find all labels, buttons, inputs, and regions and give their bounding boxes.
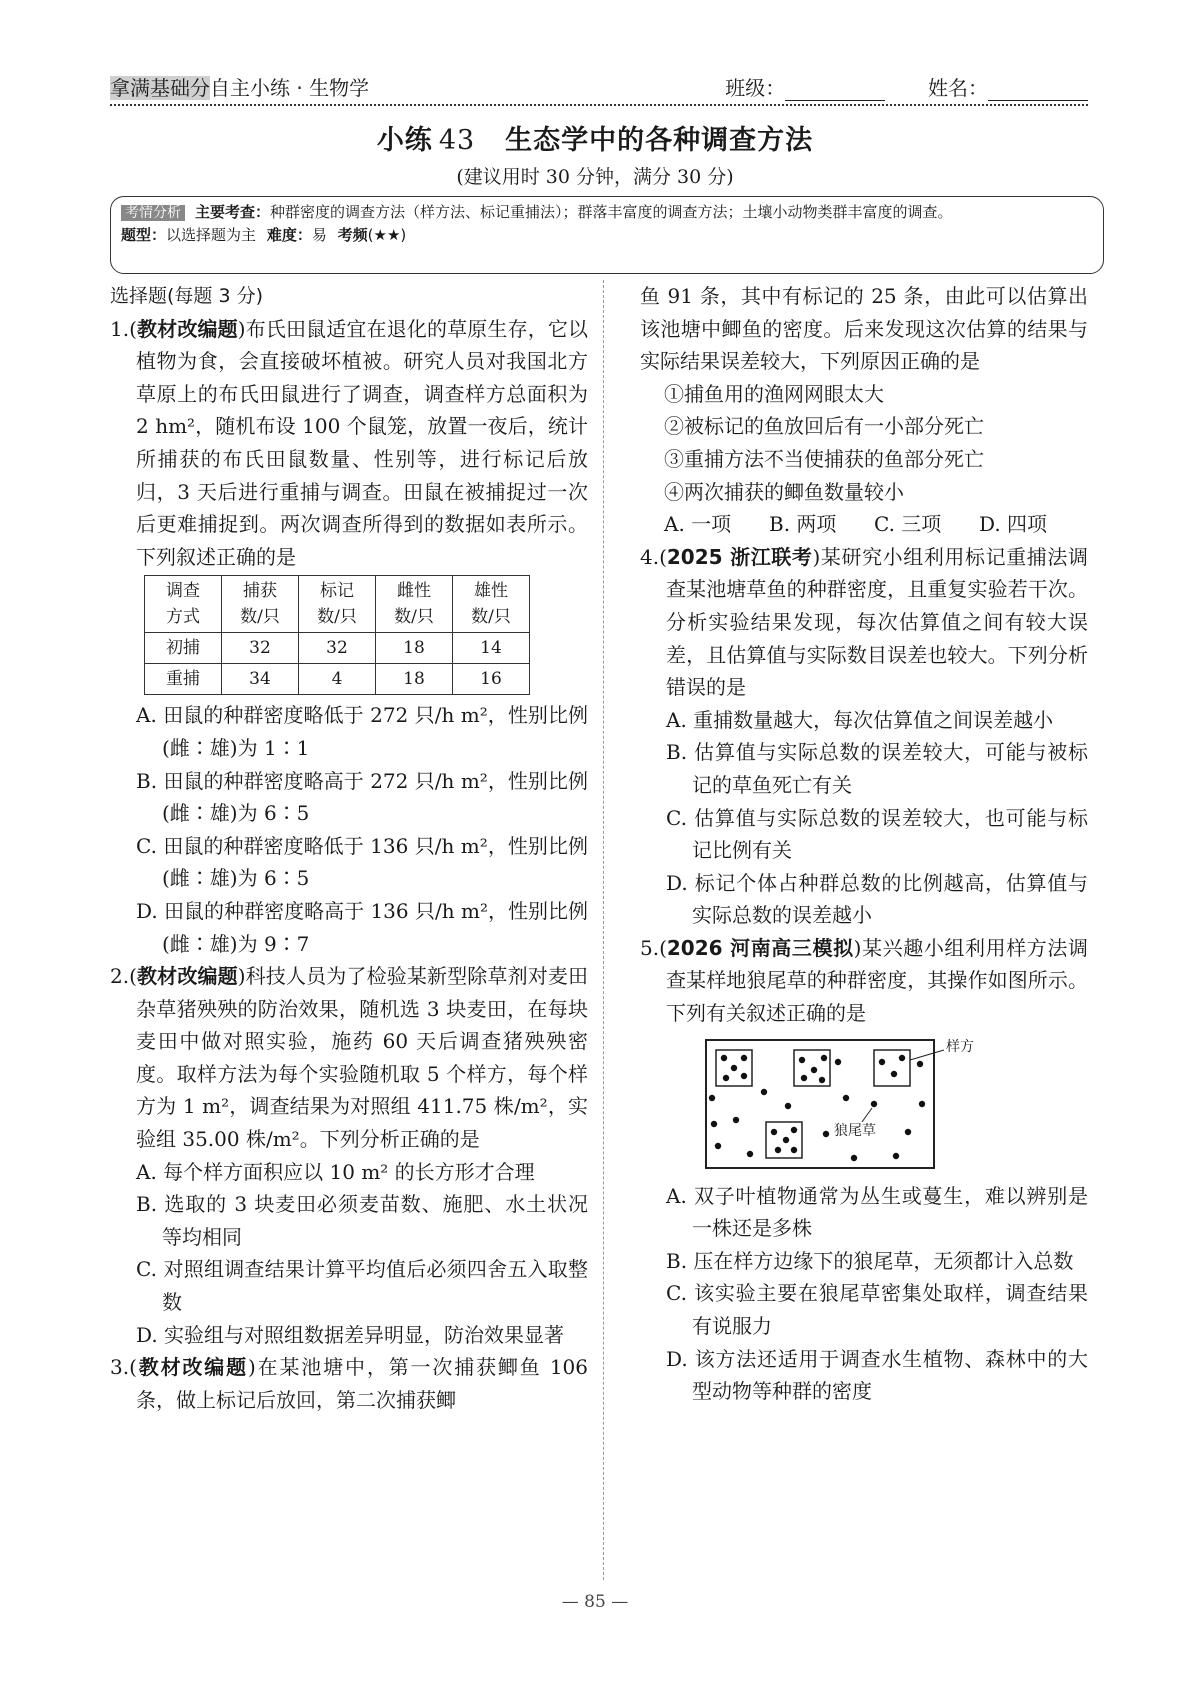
q3-options (640, 508, 1088, 541)
right-column (640, 280, 1088, 1408)
question-2: 2.(教材改编题)科技人员为了检验某新型除草剂对麦田杂草猪殃殃的防治效果，随机选 3 块麦田，在每块麦田中做对照实验，施药 60 天后调查猪殃殃密度。取样方法为每个实验随机取 5 个样方，每个样方为 1 m²，调查结果为对照组 411.75 株/m²，实验组 35.00 株/m²。下列分析正确的是 (110, 964, 589, 1152)
table-header-row (145, 576, 530, 633)
section-heading: 选择题(每题 3 分) (110, 285, 263, 307)
table-header-cell: 雄性 数/只 (453, 576, 530, 633)
table-header-cell: 捕获 数/只 (222, 576, 299, 633)
q2-option-d[interactable]: D. 实验组与对照组数据差异明显，防治效果显著 (136, 1322, 565, 1347)
q3-item: ③重捕方法不当使捕获的鱼部分死亡 (664, 446, 984, 471)
q1-data-table (144, 575, 530, 695)
q5-option-d[interactable]: D. 该方法还适用于调查水生植物、森林中的大型动物等种群的密度 (666, 1346, 1088, 1404)
name-blank[interactable] (988, 82, 1088, 101)
table-header-cell: 标记 数/只 (299, 576, 376, 633)
q4-option-c[interactable]: C. 估算值与实际总数的误差较大，也可能与标记比例有关 (666, 805, 1088, 863)
analysis-box: 考情分析 主要考查：种群密度的调查方法（样方法、标记重捕法）；群落丰富度的调查方法；土壤小动物类群丰富度的调查。 题型：以选择题为主 难度：易 考频(★★) (110, 196, 1104, 274)
q2-option-c[interactable]: C. 对照组调查结果计算平均值后必须四舍五入取整数 (136, 1257, 588, 1315)
quadrat-sampling-figure (696, 1036, 1006, 1176)
figure-label-plant: 狼尾草 (834, 1122, 876, 1139)
q1-option-b[interactable]: B. 田鼠的种群密度略高于 272 只/h m²，性别比例(雌∶雄)为 6∶5 (136, 768, 588, 826)
table-header-cell: 调查 方式 (145, 576, 222, 633)
q1-option-a[interactable]: A. 田鼠的种群密度略低于 272 只/h m²，性别比例(雌∶雄)为 1∶1 (136, 703, 588, 760)
class-blank[interactable] (785, 82, 885, 101)
left-column (110, 280, 588, 1416)
page-header (110, 64, 1088, 106)
question-5: 5.(2026 河南高三模拟)某兴趣小组利用样方法调查某样地狼尾草的种群密度，其操作如图所示。下列有关叙述正确的是 (640, 935, 1088, 1026)
page-title: 小练 43 生态学中的各种调查方法 (376, 125, 814, 156)
analysis-tag: 考情分析 (121, 205, 185, 221)
page-subtitle: (建议用时 30 分钟，满分 30 分) (456, 166, 734, 188)
q4-option-b[interactable]: B. 估算值与实际总数的误差较大，可能与被标记的草鱼死亡有关 (666, 740, 1088, 797)
page-number: — 85 — (561, 1592, 629, 1612)
quadrat-diagram (696, 1036, 1006, 1176)
q3-option-d[interactable]: D. 四项 (979, 512, 1048, 537)
q5-option-a[interactable]: A. 双子叶植物通常为丛生或蔓生，难以辨别是一株还是多株 (666, 1183, 1088, 1241)
figure-label-quadrat: 样方 (946, 1038, 974, 1055)
q5-option-b[interactable]: B. 压在样方边缘下的狼尾草，无须都计入总数 (666, 1248, 1074, 1273)
column-divider (603, 280, 604, 1580)
book-title (110, 72, 369, 101)
q2-option-b[interactable]: B. 选取的 3 块麦田必须麦苗数、施肥、水土状况等均相同 (136, 1192, 588, 1249)
q3-item: ④两次捕获的鲫鱼数量较小 (664, 479, 904, 504)
q5-option-c[interactable]: C. 该实验主要在狼尾草密集处取样，调查结果有说服力 (666, 1281, 1088, 1339)
question-3-continued: 鱼 91 条，其中有标记的 25 条，由此可以估算出该池塘中鲫鱼的密度。后来发现这次估算的结果与实际结果误差较大，下列原因正确的是 (640, 284, 1088, 374)
table-header-cell: 雌性 数/只 (376, 576, 453, 633)
table-row: 初捕 32 32 18 14 (145, 633, 530, 664)
q3-option-b[interactable]: B. 两项 (769, 512, 837, 537)
question-1: 1.(教材改编题)布氏田鼠适宜在退化的草原生存，它以植物为食，会直接破坏植被。研究人员对我国北方草原上的布氏田鼠进行了调查，调查样方总面积为 2 hm²，随机布设 100 个鼠笼，放置一夜后，统计所捕获的布氏田鼠数量、性别等，进行标记后放归，3 天后进行重捕与调查。田鼠在被捕捉过一次后更难捕捉到。两次调查所得到的数据如表所示。下列叙述正确的是 (110, 316, 589, 569)
q4-option-a[interactable]: A. 重捕数量越大，每次估算值之间误差越小 (666, 707, 1054, 732)
table-row: 重捕 34 4 18 16 (145, 664, 530, 695)
q3-item: ②被标记的鱼放回后有一小部分死亡 (664, 414, 984, 439)
q3-item: ①捕鱼用的渔网网眼太大 (664, 381, 884, 406)
q4-option-d[interactable]: D. 标记个体占种群总数的比例越高，估算值与实际总数的误差越小 (666, 870, 1088, 928)
question-4: 4.(2025 浙江联考)某研究小组利用标记重捕法调查某池塘草鱼的种群密度，且重复实验若干次。分析实验结果发现，每次估算值之间有较大误差，且估算值与实际数目误差也较大。下列分析错误的是 (640, 544, 1088, 700)
question-3: 3.(教材改编题)在某池塘中，第一次捕获鲫鱼 106 条，做上标记后放回，第二次捕获鲫 (110, 1355, 588, 1412)
class-label: 班级： (725, 76, 786, 100)
q1-option-c[interactable]: C. 田鼠的种群密度略低于 136 只/h m²，性别比例(雌∶雄)为 6∶5 (136, 833, 588, 891)
student-info (725, 72, 1088, 101)
q1-option-d[interactable]: D. 田鼠的种群密度略高于 136 只/h m²，性别比例(雌∶雄)为 9∶7 (136, 898, 588, 956)
book-title-highlight: 拿满基础分 (110, 76, 210, 100)
plant-dots (709, 1054, 925, 1160)
name-label: 姓名： (928, 76, 988, 100)
book-title-rest: 自主小练 · 生物学 (210, 76, 370, 100)
q2-option-a[interactable]: A. 每个样方面积应以 10 m² 的长方形才合理 (136, 1159, 535, 1184)
q3-option-a[interactable]: A. 一项 (664, 512, 732, 537)
q3-option-c[interactable]: C. 三项 (874, 512, 942, 537)
quadrat-box (874, 1050, 910, 1086)
